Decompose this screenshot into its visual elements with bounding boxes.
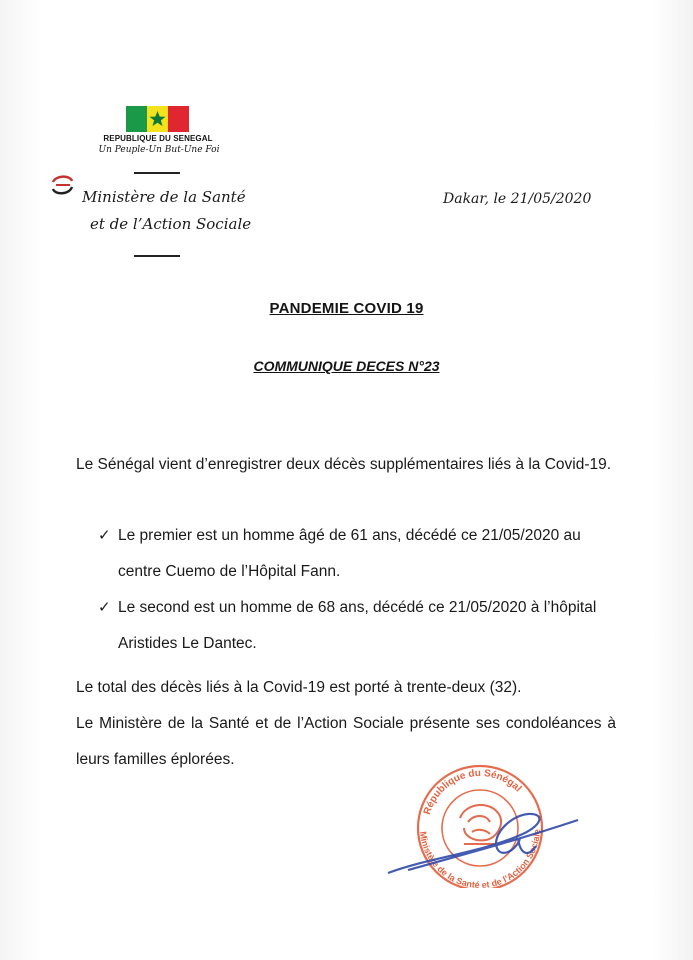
flag-star-icon bbox=[147, 109, 168, 129]
national-motto: Un Peuple-Un But-Une Foi bbox=[98, 145, 220, 155]
ministry-name bbox=[82, 184, 251, 238]
condolences-paragraph: Le Ministère de la Santé et de l’Action Sociale présente ses condoléances à leurs familles éplorées. bbox=[76, 715, 616, 768]
document-date: Dakar, le 21/05/2020 bbox=[443, 191, 592, 207]
total-paragraph: Le total des décès liés à la Covid-19 est porté à trente-deux (32). bbox=[76, 679, 522, 696]
flag-band-green bbox=[126, 106, 147, 132]
header-divider-top bbox=[134, 172, 180, 174]
intro-paragraph: Le Sénégal vient d’enregistrer deux décès supplémentaires liés à la Covid-19. bbox=[76, 456, 612, 473]
list-item-text: Le second est un homme de 68 ans, décédé ce 21/05/2020 à l’hôpital Aristides Le Dantec. bbox=[118, 599, 597, 652]
header-divider-bottom bbox=[134, 255, 180, 257]
senegal-flag-icon bbox=[126, 106, 189, 132]
ministry-name-line2: et de l’Action Sociale bbox=[90, 215, 252, 233]
country-name: REPUBLIQUE DU SENEGAL bbox=[103, 134, 213, 143]
official-seal-stamp bbox=[368, 758, 588, 888]
list-item bbox=[98, 590, 618, 662]
ministry-logo-icon bbox=[50, 174, 76, 196]
svg-text:Ministère de la Santé et de l’: Ministère de la Santé et de l’Action Sociale bbox=[418, 828, 543, 888]
seal-emblem-icon bbox=[460, 805, 501, 844]
flag-band-red bbox=[168, 106, 189, 132]
list-item-text: Le premier est un homme âgé de 61 ans, décédé ce 21/05/2020 au centre Cuemo de l’Hôpital Fann. bbox=[118, 527, 581, 580]
document-subtitle: COMMUNIQUE DECES N°23 bbox=[253, 358, 440, 374]
document-title: PANDEMIE COVID 19 bbox=[269, 300, 424, 317]
seal-text-top bbox=[422, 768, 524, 816]
checkmark-icon: ✓ bbox=[98, 527, 111, 544]
list-item bbox=[98, 518, 618, 590]
ministry-name-line1: Ministère de la Santé bbox=[82, 188, 246, 206]
checkmark-icon: ✓ bbox=[98, 599, 111, 616]
svg-text:République du Sénégal: République du Sénégal bbox=[421, 767, 524, 817]
